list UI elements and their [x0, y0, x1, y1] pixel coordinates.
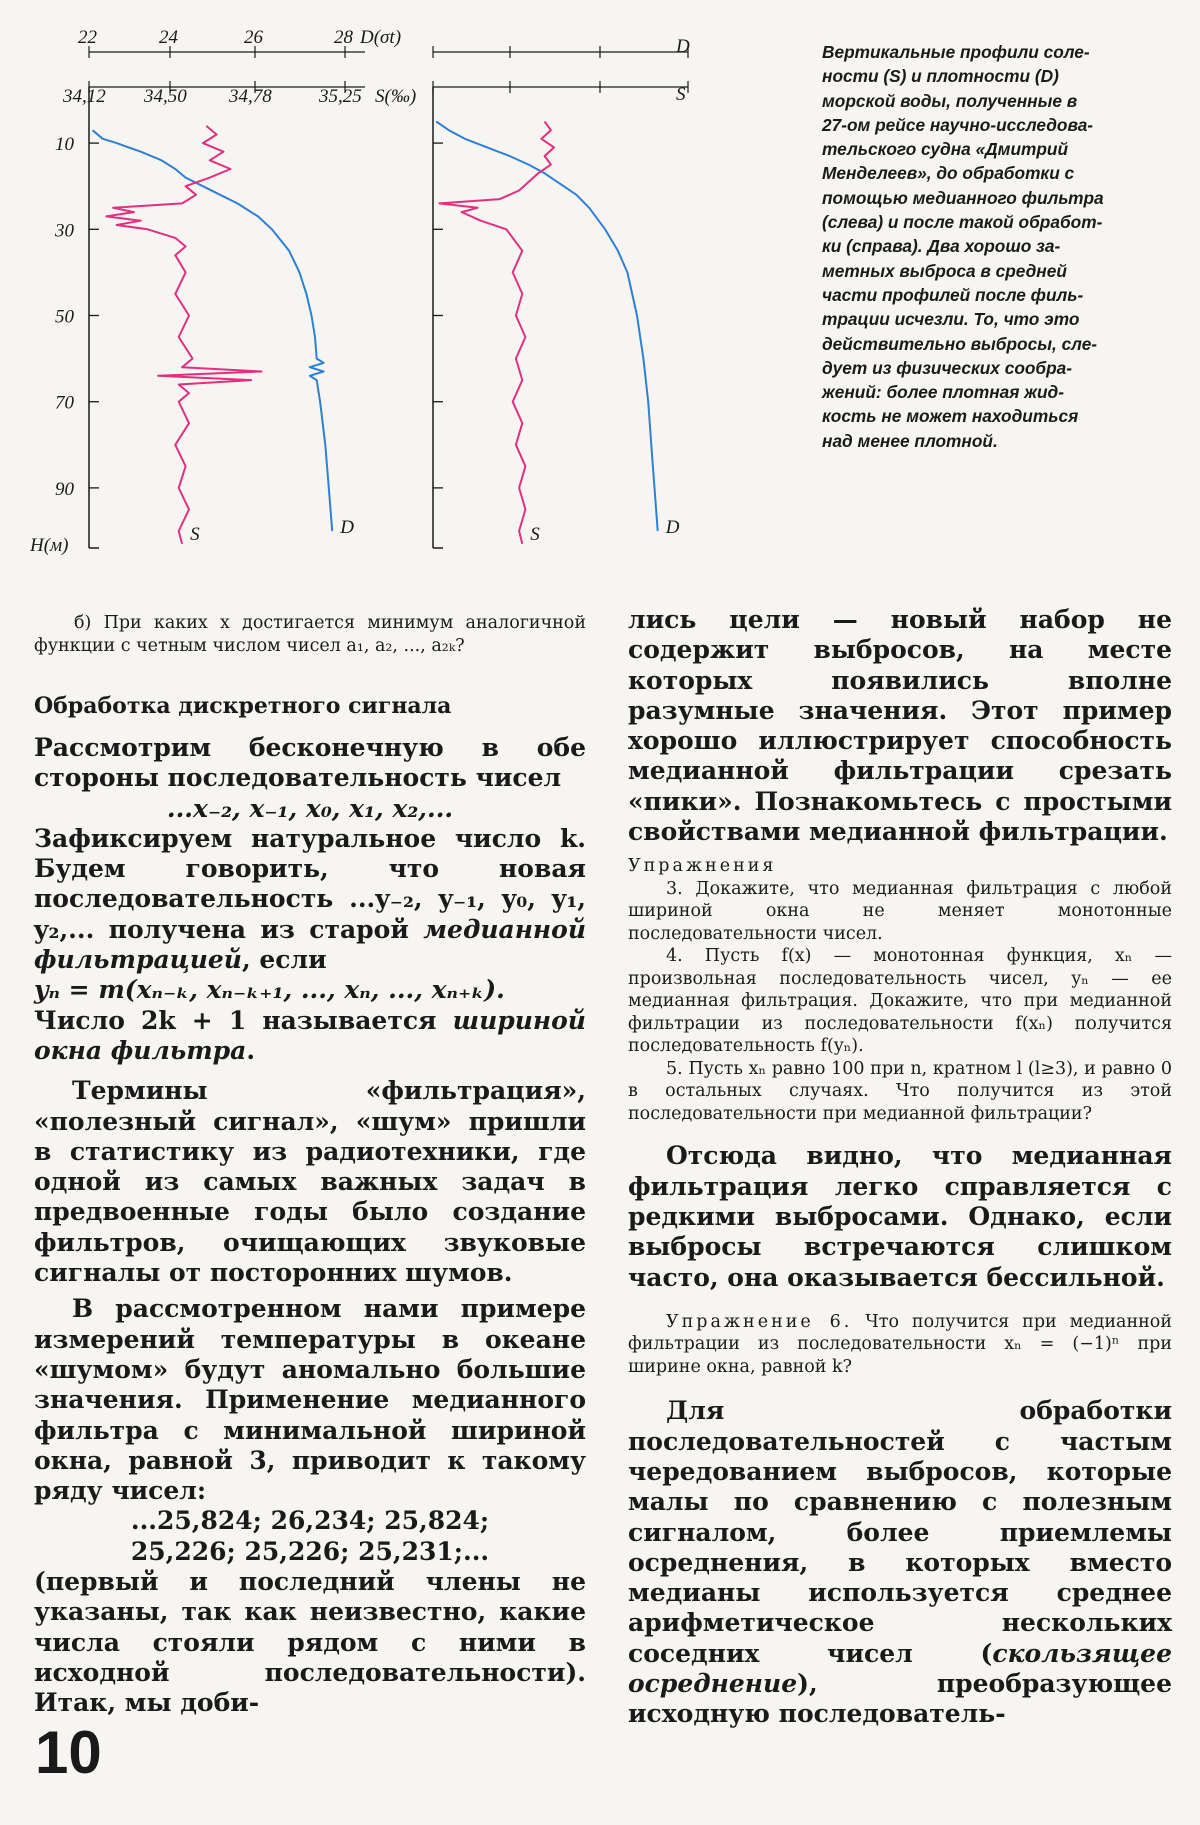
top-d-tick-label: 26: [244, 30, 263, 48]
exercise-6: [628, 1311, 1172, 1379]
page-number: 10: [35, 1719, 102, 1786]
median-formula: yₙ = m(xₙ₋ₖ, xₙ₋ₖ₊₁, ..., xₙ, ..., xₙ₊ₖ).: [34, 975, 505, 1005]
paragraph-continued: лись цели — новый набор не содержит выбросов, на месте которых появились вполне разумные значения. Этот пример хорошо иллюстрирует способность медианной фильтрации срезать «пики». Познакомьтесь с простыми свойствами медианной фильтрации.: [628, 605, 1172, 847]
y-tick-label: 70: [55, 392, 74, 414]
curve-label-d: D: [340, 517, 354, 538]
curve-label-d: D: [665, 517, 680, 538]
caption-line: Вертикальные профили соле-: [822, 42, 1090, 62]
caption-line: (слева) и после такой обработ-: [822, 212, 1103, 233]
paragraph-3: [34, 1006, 586, 1067]
top-d-axis-label: D: [676, 36, 690, 57]
y-tick-label: 30: [55, 220, 74, 242]
caption-line: метных выброса в средней: [822, 260, 1067, 281]
caption-line: жений: более плотная жид-: [822, 382, 1064, 403]
caption-line: ности (S) и плотности (D): [822, 66, 1059, 87]
caption-line: кость не может находиться: [822, 406, 1079, 427]
paragraph-4: Термины «фильтрация», «полезный сигнал», «шум» пришли в статистику из радиотехники, где одной из самых важных задач в предвоенные годы было создание фильтров, очищающих звуковые сигналы от посторонних шумов.: [34, 1076, 586, 1288]
term-median-filtering: медианной фильтрацией: [34, 914, 586, 975]
exercise-b: б) При каких x достигается минимум аналогичной функции с четным числом чисел a₁, a₂, ..., a₂ₖ?: [34, 613, 586, 656]
top-s-axis-label: S(‰): [375, 86, 417, 107]
y-tick-label: 50: [55, 306, 74, 328]
caption-line: части профилей после филь-: [822, 284, 1084, 305]
profiles-chart: [30, 30, 730, 570]
y-tick-label: 90: [55, 478, 74, 500]
paragraph-2-text: Зафиксируем натуральное число k. Будем говорить, что новая последовательность ...y₋₂, y₋₁, y₀, y₁, y₂,... получена из старой: [34, 823, 586, 944]
top-s-tick-label: 34,78: [229, 86, 272, 107]
figure-caption: [822, 40, 1162, 453]
top-d-tick-label: 28: [334, 30, 353, 48]
paragraph-5: В рассмотренном нами примере измерений температуры в океане «шумом» будут аномально большие значения. Применение медианного фильтра с минимальной шириной окна, равной 3, приводит к такому ряду чисел:: [34, 1294, 586, 1506]
profiles-figure: [30, 30, 730, 570]
exercise-6-text: Что получится при медианной фильтрации из последовательности xₙ = (−1)ⁿ при ширине окна, равной k?: [628, 1311, 1172, 1377]
term-window-width: шириной окна фильтра: [34, 1005, 586, 1065]
y-tick-label: 10: [55, 134, 74, 156]
paragraph-moving-average-text: Для обработки последовательностей с частым чередованием выбросов, которые малы по сравнению с полезным сигналом, более приемлемы осреднения, в которых вместо медианы используется среднее арифметическое нескольких соседних чисел (: [628, 1396, 1172, 1668]
caption-line: над менее плотной.: [822, 430, 998, 451]
curve-label-s: S: [530, 524, 540, 545]
curve-label-s: S: [190, 524, 200, 545]
sequence-x: ...x₋₂, x₋₁, x₀, x₁, x₂,...: [166, 793, 454, 823]
caption-line: ки (справа). Два хорошо за-: [822, 236, 1061, 257]
paragraph-rare-outliers: Отсюда видно, что медианная фильтрация легко справляется с редкими выбросами. Однако, если выбросы встречаются слишком часто, она оказывается бессильной.: [628, 1141, 1172, 1292]
top-s-tick-label: 35,25: [319, 86, 362, 107]
top-d-tick-label: 22: [78, 30, 97, 48]
numbers-line-1: ...25,824; 26,234; 25,824;: [130, 1506, 490, 1536]
series-s-line: [106, 126, 261, 544]
exercises-title: Упражнения: [628, 856, 777, 877]
term-moving-average: скользящее осреднение: [628, 1638, 1172, 1699]
paragraph-moving-average-tail: ), преобразующее исходную последователь-: [628, 1669, 1172, 1729]
y-axis-label: H(м): [30, 535, 69, 556]
paragraph-6: (первый и последний члены не указаны, так как неизвестно, какие числа стояли рядом с ними в исходной последовательности). Итак, мы доби-: [34, 1567, 586, 1718]
caption-line: помощью медианного фильтра: [822, 187, 1104, 208]
caption-line: Менделеев», до обработки с: [822, 163, 1075, 184]
top-s-axis-label: S: [676, 84, 686, 105]
right-column: [628, 605, 1172, 1730]
caption-line: тельского судна «Дмитрий: [822, 139, 1069, 160]
top-s-tick-label: 34,12: [63, 86, 106, 107]
numbers-line-2: 25,226; 25,226; 25,231;...: [130, 1536, 490, 1566]
paragraph-2-tail: , если: [241, 945, 327, 975]
left-column: [34, 612, 586, 1719]
series-d-line: [436, 122, 658, 532]
caption-line: морской воды, полученные в: [822, 90, 1078, 111]
caption-line: 27-ом рейсе научно-исследова-: [822, 114, 1094, 135]
exercise-6-title: Упражнение 6.: [666, 1311, 853, 1332]
top-s-tick-label: 34,50: [144, 86, 187, 107]
exercise-5: 5. Пусть xₙ равно 100 при n, кратном l (l≥3), и равно 0 в остальных случаях. Что получится из этой последовательности при медианной фильтрации?: [628, 1058, 1172, 1124]
caption-line: трации исчезли. То, что это: [822, 309, 1080, 330]
series-s-line: [439, 122, 554, 544]
paragraph-3-tail: .: [246, 1035, 256, 1065]
section-heading: Обработка дискретного сигнала: [34, 693, 452, 719]
caption-line: дует из физических сообра-: [822, 357, 1073, 378]
top-d-tick-label: 24: [159, 30, 178, 48]
series-d-line: [93, 130, 333, 531]
paragraph-moving-average: [628, 1396, 1172, 1729]
paragraph-3-text: Число 2k + 1 называется: [34, 1005, 437, 1035]
caption-line: действительно выбросы, сле-: [822, 333, 1098, 354]
paragraph-2: [34, 824, 586, 975]
top-d-axis-label: D(σt): [360, 30, 402, 48]
exercise-4: 4. Пусть f(x) — монотонная функция, xₙ — произвольная последовательность чисел, yₙ — ее медианная фильтрация. Докажите, что при медианной фильтрации из последовательности f(xₙ) получится последовательность f(yₙ).: [628, 946, 1172, 1057]
paragraph-1: Рассмотрим бесконечную в обе стороны последовательность чисел: [34, 733, 586, 793]
exercise-3: 3. Докажите, что медианная фильтрация с любой шириной окна не меняет монотонные последовательности чисел.: [628, 878, 1172, 944]
